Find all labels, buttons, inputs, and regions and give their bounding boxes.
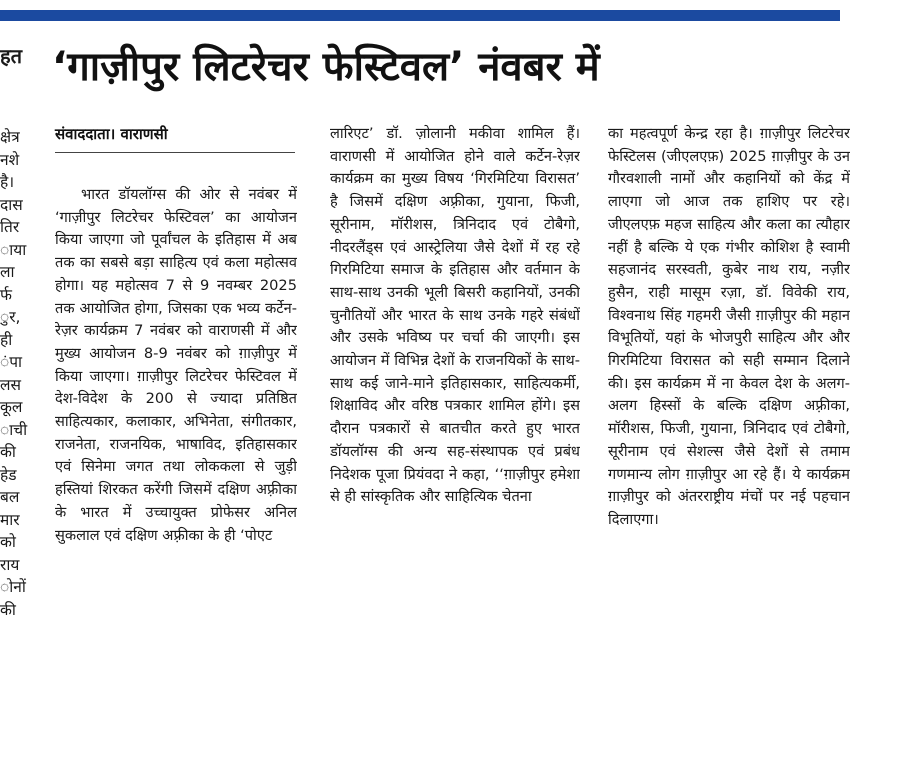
adjacent-text-line: ाया xyxy=(0,240,27,259)
adjacent-text-line: मार xyxy=(0,510,20,529)
article-byline: संवाददाता। वाराणसी xyxy=(55,125,168,143)
article-column-2 xyxy=(330,123,580,763)
adjacent-text-line: ाची xyxy=(0,420,28,439)
adjacent-text-line: नशे xyxy=(0,150,20,169)
adjacent-text-line: राय xyxy=(0,555,20,574)
adjacent-text-line: बल xyxy=(0,488,20,506)
article-column-3 xyxy=(608,123,850,763)
adjacent-text-line: दास xyxy=(0,195,23,214)
adjacent-text-line: लस xyxy=(0,375,21,394)
column-1-text: भारत डॉयलॉग्स की ओर से नवंबर में ‘गाज़ीपुर लिटरेचर फेस्टिवल’ का आयोजन किया जाएगा जो पूर्वांचल के इतिहास में अब तक का सबसे बड़ा साहित्य एवं कला महोत्सव होगा। यह महोत्सव 7 से 9 नवम्बर 2025 तक आयोजित होगा, जिसका एक भव्य कर्टेन-रेज़र कार्यक्रम 7 नवंबर को वाराणसी में और मुख्य आयोजन 8-9 नवंबर को ग़ाज़ीपुर में किया जाएगा। ग़ाज़ीपुर लिटरेचर फेस्टिवल में देश-विदेश के 200 से ज्यादा प्रतिष्ठित साहित्यकार, कलाकार, अभिनेता, संगीतकार, राजनेता, राजनयिक, भाषाविद, इतिहासकार एवं सिनेमा जगत तथा लोककला से जुड़ी हस्तियां शिरकत करेंगी जिसमें दक्षिण अफ़्रीका के भारत में उच्चायुक्त प्रोफेसर अनिल सुकलाल एवं दक्षिण अफ़्रीका के ही ‘पोएट xyxy=(55,186,297,544)
adjacent-text-line: की xyxy=(0,443,16,461)
adjacent-text-line: है। xyxy=(0,173,15,191)
adjacent-text-line: कूल xyxy=(0,398,23,416)
adjacent-text-line: को xyxy=(0,533,16,551)
adjacent-text-lines xyxy=(0,126,27,621)
top-color-bar xyxy=(0,10,840,21)
adjacent-text-line: र्फ xyxy=(0,285,12,304)
column-2-text: लारिएट’ डॉ. ज़ोलानी मकीवा शामिल हैं। वाराणसी में आयोजित होने वाले कर्टेन-रेज़र कार्यक्रम का मुख्य विषय ‘गिरमिटिया विरासत’ है जिसमें दक्षिण अफ़्रीका, गुयाना, फिजी, सूरीनाम, मॉरीशस, त्रिनिदाद एवं टोबैगो, नीदरलैंड्स एवं आस्ट्रेलिया जैसे देशों में रह रहे गिरमिटिया समाज के इतिहास और वर्तमान के साथ-साथ उनकी भूली बिसरी कहानियों, उनकी चुनौतियों और भारत के साथ उनके गहरे संबंधों और उसके भविष्य पर चर्चा की जाएगी। इस आयोजन में विभिन्न देशों के राजनयिकों के साथ-साथ कई जाने-माने इतिहासकार, साहित्यकर्मी, शिक्षाविद और वरिष्ठ पत्रकार शामिल होंगे। इस दौरान पत्रकारों से बातचीत करते हुए भारत डॉयलॉग्स की अन्य सह-संस्थापक एवं प्रबंध निदेशक पूजा प्रियंवदा ने कहा, ‘‘ग़ाज़ीपुर हमेशा से ही सांस्कृतिक और साहित्यिक चेतना xyxy=(330,125,580,506)
article-column-1 xyxy=(55,184,297,768)
column-3-text: का महत्वपूर्ण केन्द्र रहा है। ग़ाज़ीपुर लिटरेचर फेस्टिलस (जीएलएफ़) 2025 ग़ाज़ीपुर के उन गौरवशाली नामों और कहानियों को केंद्र में लाएगा जो आज तक हाशिए पर रहे। जीएलएफ़ महज साहित्य और कला का त्यौहार नहीं है बल्कि ये एक गंभीर कोशिश है स्वामी सहजानंद सरस्वती, कुबेर नाथ राय, नज़ीर हुसैन, राही मासूम रज़ा, डॉ. विवेकी राय, विश्वनाथ सिंह गहमरी जैसी ग़ाज़ीपुर की महान विभूतियों, यहां के भोजपुरी साहित्य और और गिरमिटिया विरासत को सही सम्मान दिलाने की। इस कार्यक्रम में ना केवल देश के अलग-अलग हिस्सों के बल्कि दक्षिण अफ़्रीका, मॉरीशस, फिजी, गुयाना, त्रिनिदाद एवं टोबैगो, सूरीनाम एवं सेशल्स जैसे देशों से तमाम गणमान्य लोग ग़ाज़ीपुर आ रहे हैं। ये कार्यक्रम ग़ाज़ीपुर को अंतरराष्ट्रीय मंचों पर नई पहचान दिलाएगा। xyxy=(608,125,850,528)
adjacent-text-line: ुर, xyxy=(0,308,21,326)
adjacent-text-line: हेड xyxy=(0,465,17,484)
adjacent-text-line: ला xyxy=(0,263,15,281)
adjacent-article-fragment xyxy=(0,42,30,768)
adjacent-text-line: क्षेत्र xyxy=(0,128,20,146)
adjacent-text-line: ंपा xyxy=(0,353,23,371)
adjacent-heading-fragment: हत xyxy=(0,44,23,68)
adjacent-text-line: की xyxy=(0,600,16,619)
adjacent-text-line: तिर xyxy=(0,218,20,236)
article-headline: ‘गाज़ीपुर लिटरेचर फेस्टिवल’ नंवबर में xyxy=(52,44,600,90)
adjacent-text-line: ोनों xyxy=(0,578,26,596)
byline-divider xyxy=(55,152,295,153)
adjacent-text-line: ही xyxy=(0,330,13,349)
